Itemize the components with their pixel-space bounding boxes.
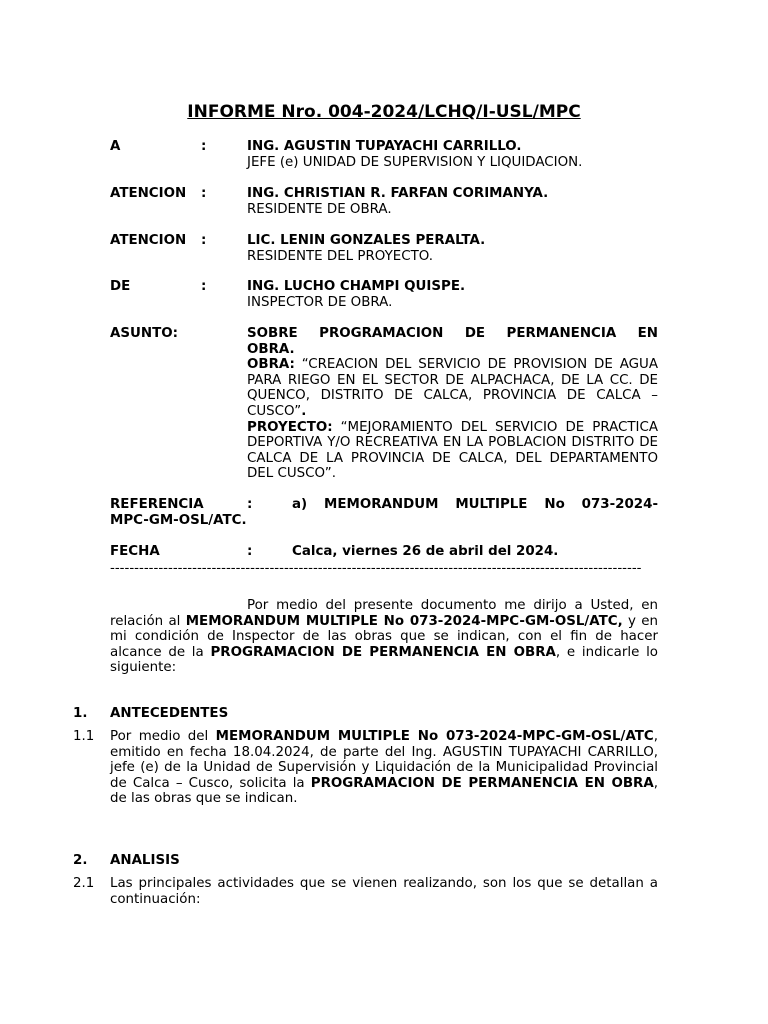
obra-text: “CREACION DEL SERVICIO DE PROVISION DE AGUA PARA RIEGO EN EL SECTOR DE ALPACHACA, DE LA CC. DE QUENCO, DISTRITO DE CALCA, PROVINCIA DE CALCA – CUSCO” — [247, 357, 658, 419]
attention-value-1 — [247, 186, 658, 217]
attention-colon-2: : — [201, 233, 207, 248]
attention-value-2 — [247, 233, 658, 264]
item-2-1-paragraph: Las principales actividades que se vienen realizando, son los que se detallan a continuación: — [110, 876, 658, 907]
obra-paragraph — [247, 357, 658, 419]
recipient-label: A — [110, 139, 121, 154]
intro-programacion: PROGRAMACION DE PERMANENCIA EN OBRA — [210, 644, 556, 660]
section-1-number: 1. — [73, 706, 88, 721]
reference-colon: : — [247, 497, 253, 512]
item-2-1-number: 2.1 — [73, 876, 95, 891]
date-value: Calca, viernes 26 de abril del 2024. — [292, 544, 559, 559]
recipient-role: JEFE (e) UNIDAD DE SUPERVISION Y LIQUIDACION. — [247, 154, 583, 170]
obra-label: OBRA: — [247, 357, 295, 373]
item-1-1-text-3: , de las obras que se indican. — [110, 775, 658, 807]
obra-end: . — [301, 403, 307, 419]
sender-role: INSPECTOR DE OBRA. — [247, 294, 393, 310]
recipient-colon: : — [201, 139, 207, 154]
item-1-1-memo: MEMORANDUM MULTIPLE No 073-2024-MPC-GM-OSL/ATC — [215, 729, 654, 744]
attention-role-2: RESIDENTE DEL PROYECTO. — [247, 248, 433, 264]
recipient-name: ING. AGUSTIN TUPAYACHI CARRILLO. — [247, 139, 522, 154]
attention-colon-1: : — [201, 186, 207, 201]
section-1-title: ANTECEDENTES — [110, 706, 229, 721]
date-colon: : — [247, 544, 253, 559]
proyecto-label: PROYECTO: — [247, 419, 333, 435]
item-1-1-text-2: , emitido en fecha 18.04.2024, de parte del Ing. AGUSTIN TUPAYACHI CARRILLO, jefe (e) de la Unidad de Supervisión y Liquidación de la Municipalidad Provincial de Calca – Cusco, solicita la — [110, 729, 658, 791]
reference-value-line-1: a) MEMORANDUM MULTIPLE No 073-2024- — [292, 497, 658, 512]
sender-colon: : — [201, 279, 207, 294]
intro-memo: MEMORANDUM MULTIPLE No 073-2024-MPC-GM-OSL/ATC, — [185, 613, 623, 629]
subject-line-1: SOBRE PROGRAMACION DE PERMANENCIA EN — [247, 326, 658, 341]
intro-paragraph — [110, 598, 658, 676]
section-2-number: 2. — [73, 853, 88, 868]
attention-label-1: ATENCION — [110, 186, 187, 201]
intro-text-3: , e indicarle lo siguiente: — [110, 644, 658, 676]
attention-name-1: ING. CHRISTIAN R. FARFAN CORIMANYA. — [247, 186, 549, 201]
reference-label: REFERENCIA — [110, 497, 204, 512]
intro-text-1: Por medio del presente documento me dirijo a Usted, en relación al — [110, 598, 658, 629]
attention-name-2: LIC. LENIN GONZALES PERALTA. — [247, 233, 486, 248]
attention-label-2: ATENCION — [110, 233, 187, 248]
attention-role-1: RESIDENTE DE OBRA. — [247, 201, 392, 217]
sender-name: ING. LUCHO CHAMPI QUISPE. — [247, 279, 466, 294]
intro-text-2: y en mi condición de Inspector de las obras que se indican, con el fin de hacer alcance de la — [110, 613, 658, 660]
item-1-1-paragraph — [110, 729, 658, 807]
reference-value-line-2: MPC-GM-OSL/ATC. — [110, 512, 247, 528]
item-1-1-programacion: PROGRAMACION DE PERMANENCIA EN OBRA — [310, 775, 654, 791]
subject-value — [247, 326, 658, 482]
sender-label: DE — [110, 279, 131, 294]
proyecto-paragraph — [247, 420, 658, 482]
subject-label: ASUNTO: — [110, 326, 178, 341]
recipient-value — [247, 139, 658, 170]
item-1-1-text-1: Por medio del — [110, 729, 216, 744]
report-title: INFORME Nro. 004-2024/LCHQ/I-USL/MPC — [187, 102, 581, 122]
section-2-title: ANALISIS — [110, 853, 180, 868]
item-1-1-number: 1.1 — [73, 729, 95, 744]
separator-line: -------------------------------------------------------------------------------------------------------------- — [110, 561, 642, 576]
sender-value — [247, 279, 658, 310]
subject-line-2: OBRA. — [247, 341, 295, 357]
proyecto-text: “MEJORAMIENTO DEL SERVICIO DE PRACTICA DEPORTIVA Y/O RECREATIVA EN LA POBLACION DISTRITO DE CALCA DE LA PROVINCIA DE CALCA, DEL DEPARTAMENTO DEL CUSCO”. — [247, 419, 658, 482]
date-label: FECHA — [110, 544, 160, 559]
